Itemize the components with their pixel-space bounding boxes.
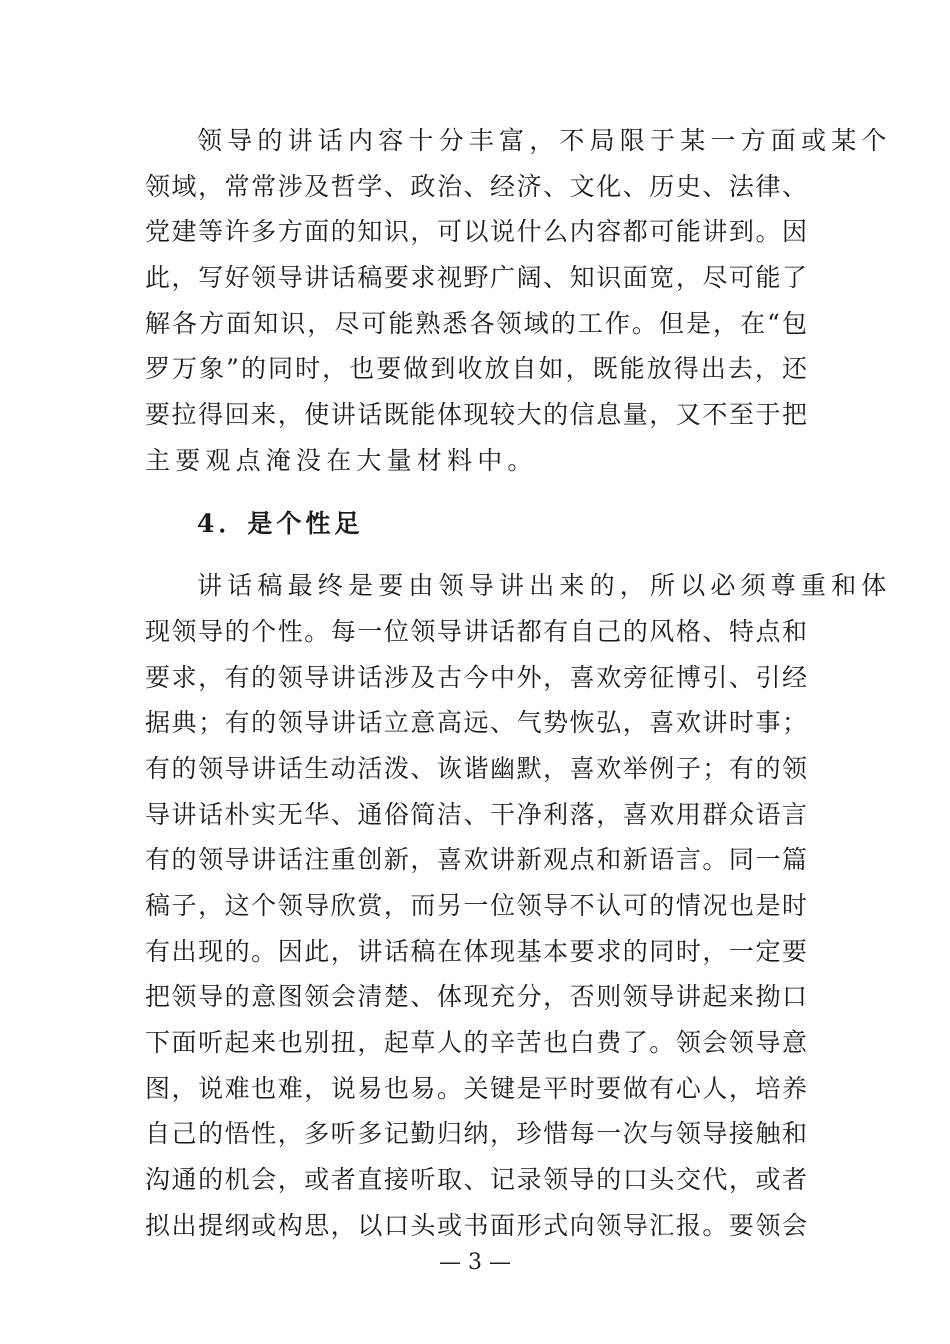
text-line: 把领导的意图领会清楚、体现充分，否则领导讲起来拗口 [145, 982, 807, 1012]
text-line: 有的领导讲话注重创新，喜欢讲新观点和新语言。同一篇 [145, 845, 807, 875]
paragraph-1 [145, 118, 892, 484]
text-line: 稿子，这个领导欣赏，而另一位领导不认可的情况也是时 [145, 891, 807, 920]
document-body [145, 118, 892, 1249]
text-line: 自己的悟性，多听多记勤归纳，珍惜每一次与领导接触和 [145, 1119, 807, 1149]
text-line: 图，说难也难，说易也易。关键是平时要做有心人，培养 [145, 1073, 807, 1103]
text-line: 要拉得回来，使讲话既能体现较大的信息量，又不至于把 [145, 400, 807, 430]
text-line: 沟通的机会，或者直接听取、记录领导的口头交代，或者 [145, 1165, 807, 1195]
paragraph-2 [145, 563, 892, 1248]
text-line: 罗万象”的同时，也要做到收放自如，既能放得出去，还 [145, 354, 807, 384]
text-line: 下面听起来也别扭，起草人的辛苦也白费了。领会领导意 [145, 1028, 807, 1058]
text-line: 据典；有的领导讲话立意高远、气势恢弘，喜欢讲时事； [145, 708, 807, 738]
text-line: 主要观点淹没在大量材料中。 [145, 445, 538, 475]
text-line: 领导的讲话内容十分丰富，不局限于某一方面或某个 [197, 126, 892, 155]
text-line: 现领导的个性。每一位领导讲话都有自己的风格、特点和 [145, 616, 807, 646]
text-line: 拟出提纲或构思，以口头或书面形式向领导汇报。要领会 [145, 1210, 807, 1240]
text-line: 讲话稿最终是要由领导讲出来的，所以必须尊重和体 [197, 571, 892, 601]
text-line: 有的领导讲话生动活泼、诙谐幽默，喜欢举例子；有的领 [145, 753, 807, 783]
text-line: 领域，常常涉及哲学、政治、经济、文化、历史、法律、 [145, 171, 807, 201]
text-line: 党建等许多方面的知识，可以说什么内容都可能讲到。因 [145, 217, 807, 247]
text-line: 要求，有的领导讲话涉及古今中外，喜欢旁征博引、引经 [145, 662, 807, 692]
text-line: 导讲话朴实无华、通俗简洁、干净利落，喜欢用群众语言 [145, 799, 807, 829]
page-number: — 3 — [439, 1250, 511, 1275]
text-line: 有出现的。因此，讲话稿在体现基本要求的同时，一定要 [145, 936, 807, 966]
section-heading: 4．是个性足 [197, 508, 364, 538]
text-line: 解各方面知识，尽可能熟悉各领域的工作。但是，在“包 [145, 308, 807, 338]
text-line: 此，写好领导讲话稿要求视野广阔、知识面宽，尽可能了 [145, 263, 807, 293]
